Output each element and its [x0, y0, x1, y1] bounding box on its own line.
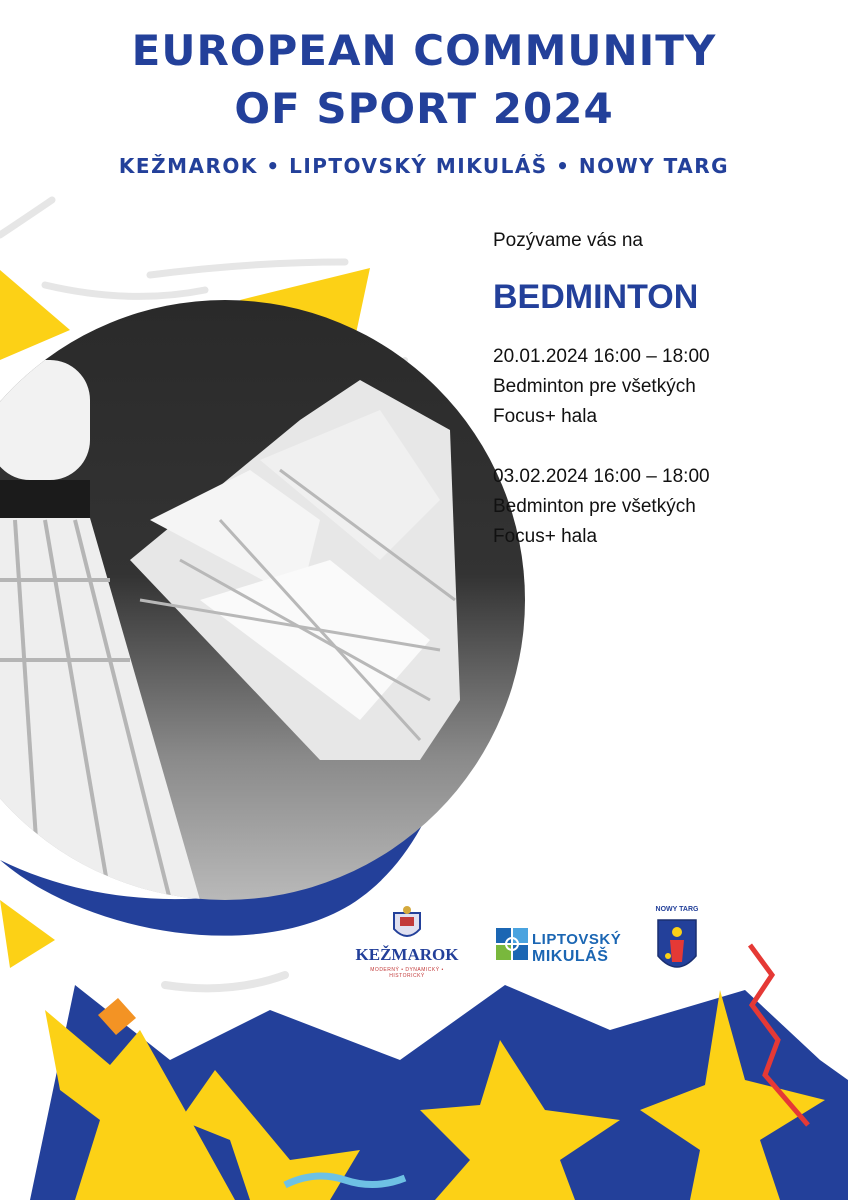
event-block — [493, 462, 710, 552]
invitation-intro: Pozývame vás na — [493, 230, 643, 251]
sport-name: BEDMINTON — [493, 278, 699, 316]
event-description: Bedminton pre všetkých — [493, 496, 696, 517]
event-datetime: 20.01.2024 16:00 – 18:00 — [493, 346, 710, 367]
event-datetime: 03.02.2024 16:00 – 18:00 — [493, 466, 710, 487]
event-block — [493, 342, 710, 432]
nowy-targ-coat-of-arms-icon — [654, 916, 700, 978]
liptovsky-mikulas-logo-line2: MIKULÁŠ — [532, 948, 609, 965]
kezmarok-crest-icon — [352, 905, 462, 945]
nowy-targ-logo-name: NOWY TARG — [655, 906, 699, 913]
event-title-line1: EUROPEAN COMMUNITY — [131, 26, 717, 75]
event-description: Bedminton pre všetkých — [493, 376, 696, 397]
liptovsky-mikulas-logo-line1: LIPTOVSKÝ — [532, 931, 622, 948]
kezmarok-logo-tagline: MODERNÝ • DYNAMICKÝ • HISTORICKÝ — [370, 967, 444, 979]
event-venue: Focus+ hala — [493, 526, 598, 547]
event-title-line2: OF SPORT 2024 — [234, 84, 614, 133]
host-cities: KEŽMAROK • LIPTOVSKÝ MIKULÁŠ • NOWY TARG — [118, 154, 730, 178]
nowy-targ-logo — [654, 906, 700, 978]
kezmarok-logo — [352, 905, 462, 977]
event-venue: Focus+ hala — [493, 406, 598, 427]
badminton-shuttlecocks-photo — [0, 300, 530, 910]
liptovsky-mikulas-mark-icon — [496, 928, 528, 962]
kezmarok-logo-name: KEŽMAROK — [355, 945, 459, 964]
liptovsky-mikulas-logo — [496, 928, 622, 968]
